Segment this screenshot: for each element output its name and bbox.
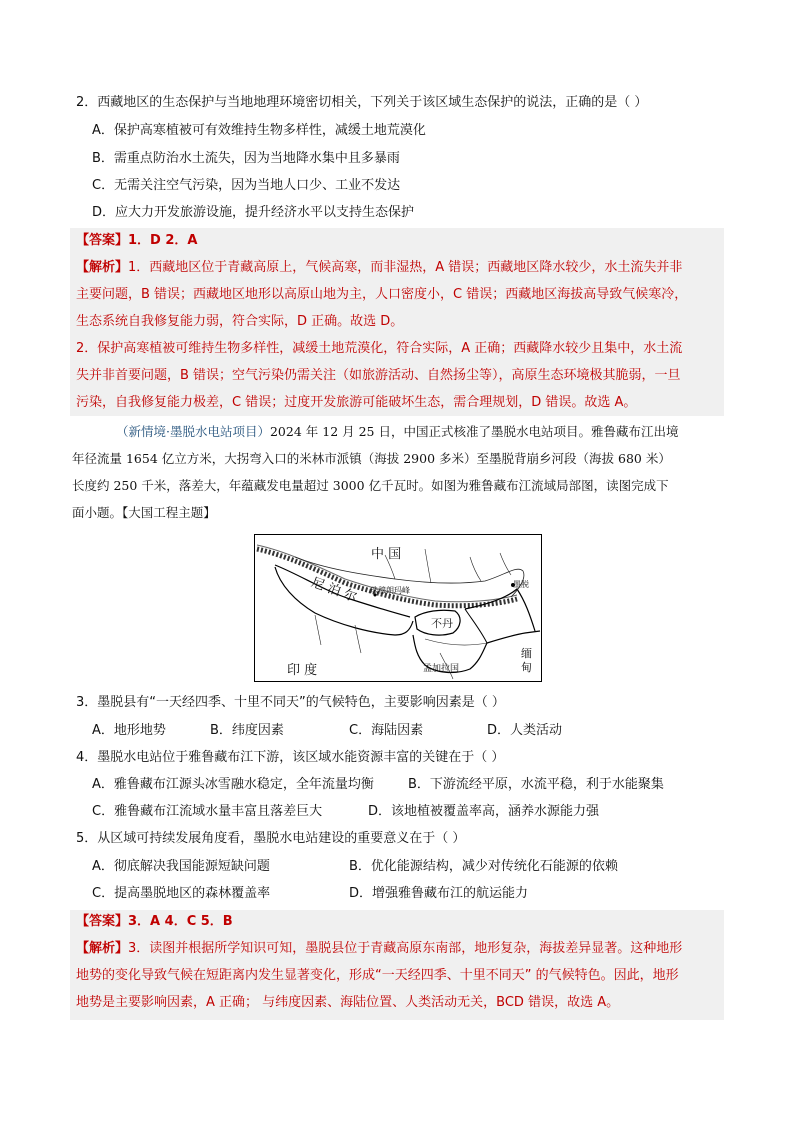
question-2-stem: 2．西藏地区的生态保护与当地地理环境密切相关，下列关于该区域生态保护的说法，正确的是（ ）	[76, 95, 648, 110]
answer-1	[76, 232, 198, 250]
question-5-option-a: A．彻底解决我国能源短缺问题	[92, 859, 270, 874]
map-label-everest: 珠穆朗玛峰	[370, 586, 410, 595]
intro-line-3: 长度约 250 千米，落差大，年蕴藏发电量超过 3000 亿千瓦时。如图为雅鲁藏布江流域局部图，读图完成下	[72, 478, 669, 493]
question-3-stem: 3．墨脱县有“一天经四季、十里不同天”的气候特色，主要影响因素是（ ）	[76, 695, 505, 710]
answer-2	[76, 913, 233, 931]
question-5-stem: 5．从区域可持续发展角度看，墨脱水电站建设的重要意义在于（ ）	[76, 831, 466, 846]
answer-1-tag: 【答案】	[76, 233, 129, 248]
tributary-2	[425, 549, 431, 583]
map-label-nepal: 尼 泊 尔	[309, 575, 359, 606]
intro-topic: （新情境·墨脱水电站项目）	[116, 424, 270, 439]
question-3-option-b: B．纬度因素	[210, 723, 284, 738]
intro-text-1: 2024 年 12 月 25 日，中国正式核准了墨脱水电站项目。雅鲁藏布江出境	[269, 424, 679, 439]
question-4-option-b: B．下游流经平原，水流平稳，利于水能聚集	[408, 777, 664, 792]
intro-line-4: 面小题。【大国工程主题】	[72, 505, 216, 520]
question-5-option-d: D．增强雅鲁藏布江的航运能力	[349, 886, 529, 901]
tributary-3	[470, 557, 481, 581]
analysis-2-line-2: 地势的变化导致气候在短距离内发生显著变化，形成“一天经四季、十里不同天” 的气候特色。因此，地形	[76, 968, 679, 983]
question-4-option-c: C．雅鲁藏布江流域水量丰富且落差巨大	[92, 804, 323, 819]
map-label-bangladesh: 孟加拉国	[423, 664, 460, 674]
analysis-1-line-3: 生态系统自我修复能力弱，符合实际，D 正确。故选 D。	[76, 314, 404, 329]
analysis-2-line-1	[76, 940, 682, 958]
analysis-2-line-3: 地势是主要影响因素，A 正确； 与纬度因素、海陆位置、人类活动无关，BCD 错误，故选 A。	[76, 995, 620, 1010]
question-4-option-a: A．雅鲁藏布江源头冰雪融水稳定，全年流量均衡	[92, 777, 374, 792]
question-5-option-b: B．优化能源结构，减少对传统化石能源的依赖	[349, 859, 618, 874]
analysis-2-text-1: 3．读图并根据所学知识可知，墨脱县位于青藏高原东南部，地形复杂，海拔差异显著。这种地形	[128, 941, 683, 956]
map-label-china: 中 国	[371, 547, 402, 562]
analysis-1-line-6: 污染，自我修复能力极差，C 错误；过度开发旅游可能破坏生态，需合理规划，D 错误。故选 A。	[76, 395, 637, 410]
analysis-1-tag: 【解析】	[76, 260, 129, 275]
intro-line-2: 年径流量 1654 亿立方米，大拐弯入口的米林市派镇（海拔 2900 多米）至墨脱背崩乡河段（海拔 680 米）	[72, 451, 671, 466]
border-india-east	[487, 631, 540, 643]
analysis-1-line-5: 失并非首要问题，B 错误；空气污染仍需关注（如旅游活动、自然扬尘等），高原生态环境极其脆弱，一旦	[76, 368, 681, 383]
question-2-option-b: B．需重点防治水土流失，因为当地降水集中且多暴雨	[92, 151, 400, 166]
analysis-1-line-4: 2．保护高寒植被可维持生物多样性，减缓土地荒漠化，符合实际，A 正确；西藏降水较少且集中，水土流	[76, 341, 683, 356]
ganges-tributary-1	[315, 615, 321, 645]
question-4-stem: 4．墨脱水电站位于雅鲁藏布江下游，该区域水能资源丰富的关键在于（ ）	[76, 750, 505, 765]
question-5-option-c: C．提高墨脱地区的森林覆盖率	[92, 886, 271, 901]
map-label-medog: 墨脱	[513, 580, 529, 589]
question-3-option-d: D．人类活动	[487, 723, 563, 738]
question-2-option-c: C．无需关注空气污染，因为当地人口少、工业不发达	[92, 178, 401, 193]
analysis-1-line-2: 主要问题，B 错误；西藏地区地形以高原山地为主，人口密度小，C 错误；西藏地区海拔高导致气候寒冷，	[76, 287, 688, 302]
question-2-option-a: A．保护高寒植被可有效维持生物多样性，减缓土地荒漠化	[92, 123, 426, 138]
answer-1-text: 1．D 2．A	[128, 233, 198, 248]
intro-line-1	[116, 423, 678, 441]
map-label-myanmar-2: 甸	[521, 661, 532, 674]
brahmaputra-lower	[425, 639, 487, 645]
map-label-india: 印 度	[287, 663, 318, 678]
map-label-bhutan: 不丹	[431, 617, 453, 630]
yarlung-tsangpo-basin-map	[254, 534, 542, 682]
map-label-myanmar-1: 缅	[521, 647, 532, 660]
question-3-option-a: A．地形地势	[92, 723, 166, 738]
analysis-2-tag: 【解析】	[76, 941, 129, 956]
border-india-ne	[465, 609, 487, 643]
answer-2-text: 3．A 4．C 5．B	[128, 914, 233, 929]
question-2-option-d: D．应大力开发旅游设施，提升经济水平以支持生态保护	[92, 205, 415, 220]
analysis-1-text-1: 1．西藏地区位于青藏高原上，气候高寒，而非湿热，A 错误；西藏地区降水较少，水土流失并非	[128, 260, 683, 275]
question-4-option-d: D．该地植被覆盖率高，涵养水源能力强	[368, 804, 600, 819]
answer-2-tag: 【答案】	[76, 914, 129, 929]
analysis-1-line-1	[76, 259, 682, 277]
question-3-option-c: C．海陆因素	[349, 723, 424, 738]
